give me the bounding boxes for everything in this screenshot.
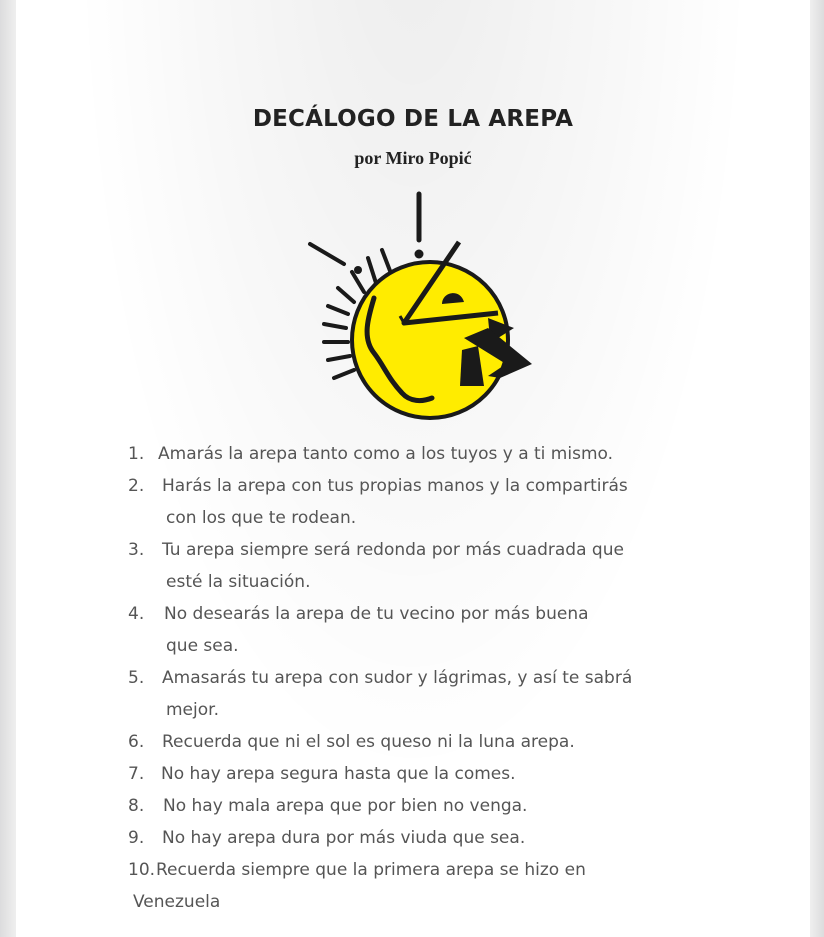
- item-text: No hay arepa dura por más viuda que sea.: [162, 828, 526, 848]
- item-text: Amasarás tu arepa con sudor y lágrimas, y así te sabrá: [162, 668, 633, 688]
- list-item: [128, 662, 688, 726]
- item-text: Recuerda siempre que la primera arepa se hizo en: [156, 860, 586, 880]
- sun-face-logo-icon: [292, 188, 542, 423]
- item-number: 7.: [128, 764, 145, 784]
- list-item: [128, 822, 688, 854]
- page-shadow-right: [810, 0, 824, 937]
- item-number: 10.: [128, 860, 156, 880]
- item-text: Recuerda que ni el sol es queso ni la luna arepa.: [162, 732, 575, 752]
- item-text-continued: Venezuela: [133, 892, 221, 912]
- item-text-continued: esté la situación.: [166, 572, 311, 592]
- document-author: por Miro Popić: [354, 148, 472, 168]
- item-number: 8.: [128, 796, 145, 816]
- item-number: 3.: [128, 540, 145, 560]
- list-item: [128, 438, 688, 470]
- list-item: [128, 790, 688, 822]
- item-number: 1.: [128, 444, 145, 464]
- decalogue-list: [128, 438, 688, 918]
- item-text: Tu arepa siempre será redonda por más cuadrada que: [162, 540, 624, 560]
- item-text: No hay arepa segura hasta que la comes.: [161, 764, 516, 784]
- item-text: Amarás la arepa tanto como a los tuyos y a ti mismo.: [158, 444, 614, 464]
- item-text-continued: con los que te rodean.: [166, 508, 357, 528]
- list-item: [128, 726, 688, 758]
- item-number: 6.: [128, 732, 145, 752]
- item-text-continued: que sea.: [166, 636, 239, 656]
- document-page: [16, 0, 810, 937]
- item-text-continued: mejor.: [166, 700, 219, 720]
- list-item: [128, 758, 688, 790]
- list-item: [128, 854, 688, 918]
- item-text: Harás la arepa con tus propias manos y la compartirás: [162, 476, 628, 496]
- item-number: 5.: [128, 668, 145, 688]
- item-number: 4.: [128, 604, 145, 624]
- item-number: 9.: [128, 828, 145, 848]
- page-shadow-left: [0, 0, 16, 937]
- item-text: No desearás la arepa de tu vecino por más buena: [164, 604, 589, 624]
- document-title: DECÁLOGO DE LA AREPA: [252, 106, 574, 132]
- list-item: [128, 534, 688, 598]
- item-number: 2.: [128, 476, 145, 496]
- item-text: No hay mala arepa que por bien no venga.: [163, 796, 528, 816]
- list-item: [128, 470, 688, 534]
- list-item: [128, 598, 688, 662]
